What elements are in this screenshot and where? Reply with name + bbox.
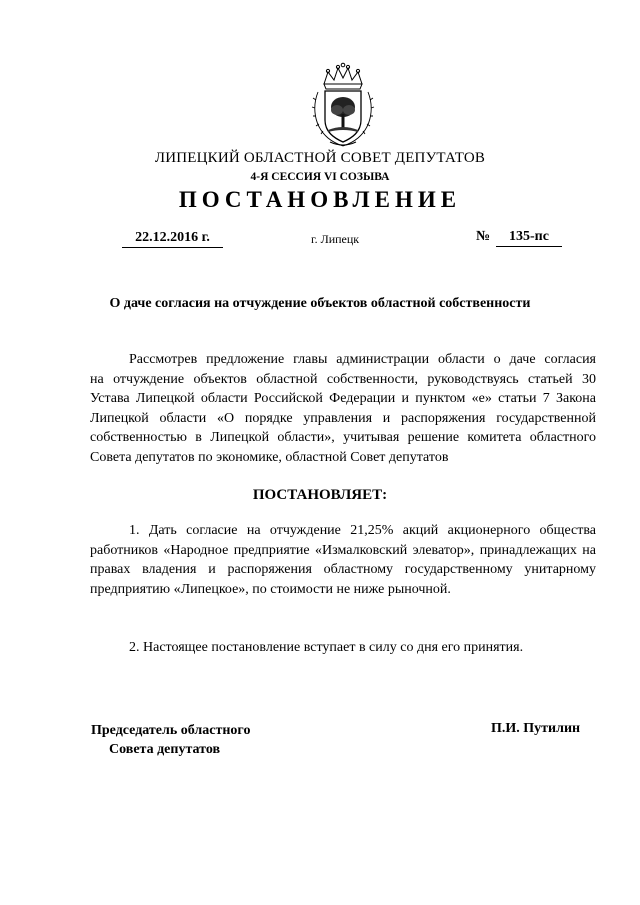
document-subject: О даче согласия на отчуждение объектов областной собственности <box>109 296 531 311</box>
document-city: г. Липецк <box>311 232 360 246</box>
number-sign: № <box>476 229 491 244</box>
preamble-paragraph <box>90 350 596 467</box>
item-2-paragraph <box>90 638 596 658</box>
signatory-name: П.И. Путилин <box>491 721 581 736</box>
document-date: 22.12.2016 г. <box>122 230 223 248</box>
coat-of-arms-icon <box>310 62 376 148</box>
resolves-heading: ПОСТАНОВЛЯЕТ: <box>252 487 388 503</box>
signatory-position-line2: Совета депутатов <box>109 742 221 757</box>
preamble-rest: на отчуждение объектов областной собственности, руководствуясь статьей 30 Устава Липецкой области Российской Федерации и пунктом «е» статьи 7 Закона Липецкой области «О порядке управления и распоряжения государственной собственностью в Липецкой области», учитывая решение комитета областного Совета депутатов по экономике, областной Совет депутатов <box>90 371 596 465</box>
session-line: 4-Я СЕССИЯ VI СОЗЫВА <box>250 171 390 183</box>
preamble-first-line: Рассмотрев предложение главы администрации области о даче согласия <box>129 352 596 367</box>
item-1-first-line: 1. Дать согласие на отчуждение 21,25% акций акционерного общества <box>129 523 596 538</box>
signatory-position-line1: Председатель областного <box>91 723 251 738</box>
signatory-position <box>91 721 250 759</box>
document-type-title: ПОСТАНОВЛЕНИЕ <box>178 187 462 212</box>
council-name: ЛИПЕЦКИЙ ОБЛАСТНОЙ СОВЕТ ДЕПУТАТОВ <box>154 150 486 166</box>
item-1-rest: работников «Народное предприятие «Измалковский элеватор», принадлежащих на правах владения и распоряжения областному государственному унитарному предприятию «Липецкое», по стоимости не ниже рыночной. <box>90 542 596 597</box>
item-1-paragraph <box>90 521 596 599</box>
document-number: 135-пс <box>496 229 562 247</box>
item-2-text: 2. Настоящее постановление вступает в силу со дня его принятия. <box>129 640 524 655</box>
